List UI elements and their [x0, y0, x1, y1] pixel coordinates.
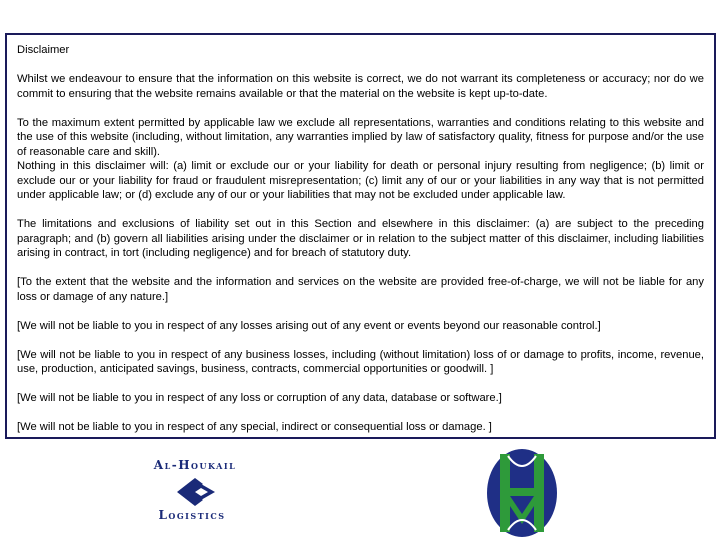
disclaimer-title: Disclaimer [17, 44, 70, 56]
logo-name-top: Al-Houkail [153, 458, 237, 472]
disclaimer-paragraph: The limitations and exclusions of liability set out in this Section and elsewhere in this disclaimer: (a) are subject to the preceding paragraph; and (b) govern all liabilities arising under the disclaimer or in relation to the subject matter of this disclaimer, including liabilities arising in contract, in tort (including negligence) and for breach of statutory duty. [17, 218, 704, 259]
al-houkail-logo [143, 456, 253, 526]
disclaimer-paragraph: Whilst we endeavour to ensure that the information on this website is correct, we do not warrant its completeness or accuracy; nor do we commit to ensuring that the website remains available or that the material on the website is kept up-to-date. [17, 73, 704, 100]
disclaimer-paragraph: [To the extent that the website and the information and services on the website are provided free-of-charge, we will not be liable for any loss or damage of any nature.] [17, 276, 704, 303]
disclaimer-paragraph: [We will not be liable to you in respect of any loss or corruption of any data, database or software.] [17, 392, 502, 404]
logo-name-bottom: Logistics [158, 508, 226, 522]
disclaimer-paragraph: To the maximum extent permitted by applicable law we exclude all representations, warranties and conditions relating to this website and the use of this website (including, without limitation, any warranties implied by law of satisfactory quality, fitness for purpose and/or the use of reasonable care and skill). [17, 116, 704, 158]
hm-monogram-logo-icon [486, 448, 558, 538]
disclaimer-box [5, 33, 716, 439]
disclaimer-paragraph: Nothing in this disclaimer will: (a) limit or exclude our or your liability for death or personal injury resulting from negligence; (b) limit or exclude our or your liability for fraud or fraudulent misrepresentation; (c) limit any of our or your liabilities in any way that is not permitted under applicable law; or (d) exclude any of our or your liabilities that may not be excluded under applicable law. [17, 160, 704, 201]
disclaimer-paragraph: [We will not be liable to you in respect of any losses arising out of any event or events beyond our reasonable control.] [17, 319, 601, 332]
disclaimer-paragraph: [We will not be liable to you in respect of any special, indirect or consequential loss or damage. ] [17, 421, 492, 433]
disclaimer-paragraph: [We will not be liable to you in respect of any business losses, including (without limitation) loss of or damage to profits, income, revenue, use, production, anticipated savings, business, contracts, commercial opportunities or goodwill. ] [17, 348, 704, 375]
logistics-emblem-icon [173, 476, 219, 508]
